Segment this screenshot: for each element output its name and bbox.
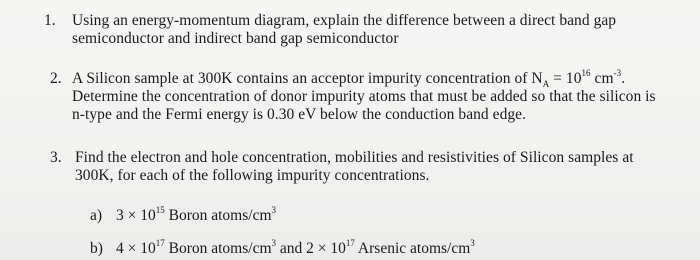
question-line: n-type and the Fermi energy is 0.30 eV below the conduction band edge. <box>72 106 527 123</box>
sub-item-label: b) <box>90 240 103 257</box>
question-line: Determine the concentration of donor impurity atoms that must be added so that the silicon is <box>72 88 656 105</box>
sub-item-b: b) $4 \times 10^{17}$ Boron atoms/$cm^3$ and $2 \times 10^{17}$ Arsenic atoms/$cm^3$ <box>90 237 475 257</box>
question-line: A Silicon sample at 300K contains an acceptor impurity concentration of $N_A = 10^{16}$ $cm^{-3}$. <box>72 67 626 90</box>
question-3 <box>50 149 690 189</box>
question-1 <box>44 12 684 52</box>
question-text <box>75 149 634 185</box>
question-line: Using an energy-momentum diagram, explain the difference between a direct band gap <box>72 12 617 29</box>
question-line: semiconductor and indirect band gap semiconductor <box>72 30 399 47</box>
question-number: 2. <box>50 70 62 87</box>
question-line: 300K, for each of the following impurity concentrations. <box>75 167 430 184</box>
question-line: Find the electron and hole concentration, mobilities and resistivities of Silicon samples at <box>75 149 634 166</box>
question-text <box>72 67 656 124</box>
question-text <box>72 12 616 48</box>
sub-item-label: a) <box>90 207 103 224</box>
question-number: 1. <box>44 12 56 29</box>
question-number: 3. <box>50 149 62 166</box>
question-2 <box>50 67 690 130</box>
sub-item-a: a) $3 \times 10^{15}$ Boron atoms/$cm^3$ <box>90 204 277 224</box>
